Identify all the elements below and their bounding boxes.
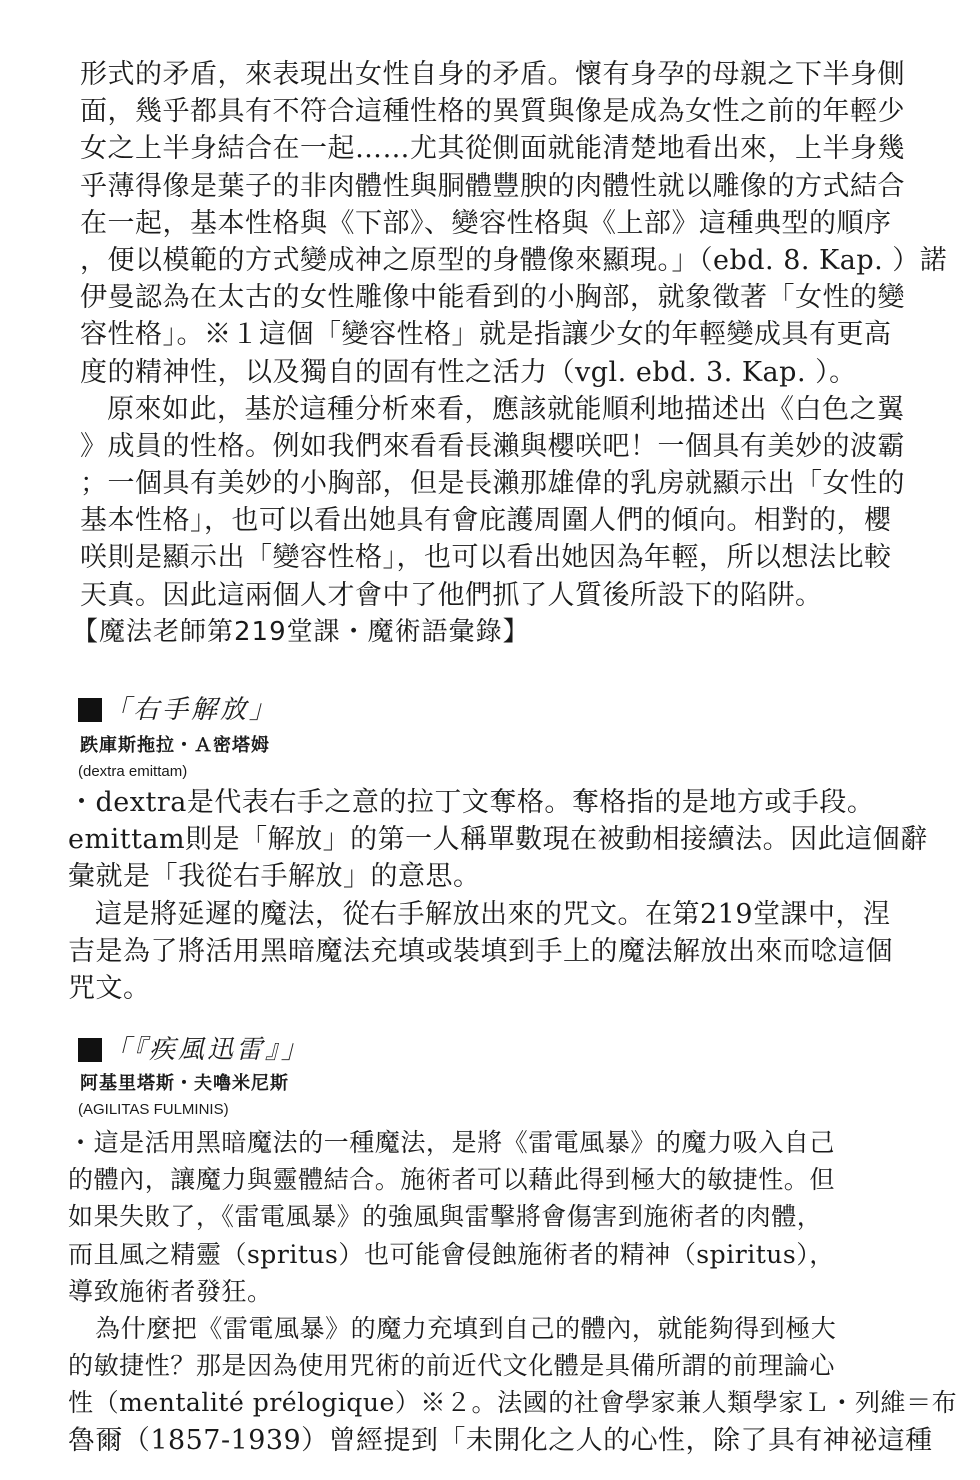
text-line: ；一個具有美妙的小胸部，但是長瀨那雄偉的乳房就顯示出「女性的	[80, 468, 905, 500]
entry-latin: (dextra emittam)	[78, 763, 188, 780]
text-line: 導致施術者發狂。	[68, 1276, 273, 1306]
entry-heading-text: 「『疾風迅雷』」	[104, 1035, 311, 1065]
text-line: 為什麼把《雷電風暴》的魔力充填到自己的體內，就能夠得到極大	[95, 1313, 837, 1343]
entry-reading: 跌庫斯拖拉・Ａ密塔姆	[80, 735, 270, 756]
entry-heading	[78, 692, 278, 728]
text-line: 面，幾乎都具有不符合這種性格的異質與像是成為女性之前的年輕少	[80, 96, 905, 128]
entry-body	[68, 1124, 957, 1459]
text-line: 咒文。	[68, 972, 151, 1004]
text-line: 吉是為了將活用黑暗魔法充填或裝填到手上的魔法解放出來而唸這個	[68, 935, 893, 967]
text-line: 這是將延遲的魔法，從右手解放出來的咒文。在第219堂課中，涅	[95, 898, 891, 930]
text-line: emittam則是「解放」的第一人稱單數現在被動相接續法。因此這個辭	[68, 824, 928, 856]
text-line: 形式的矛盾，來表現出女性自身的矛盾。懷有身孕的母親之下半身側	[80, 59, 905, 90]
text-line: 》成員的性格。例如我們來看看長瀨與櫻咲吧！一個具有美妙的波霸	[80, 430, 905, 462]
text-line: 基本性格」，也可以看出她具有會庇護周圍人們的傾向。相對的，櫻	[80, 505, 892, 537]
entry-heading	[78, 1032, 310, 1068]
text-line: 天真。因此這兩個人才會中了他們抓了人質後所設下的陷阱。	[80, 579, 823, 611]
glossary-title: 【魔法老師第219堂課・魔術語彙錄】	[72, 617, 530, 647]
text-line: 容性格」。※１這個「變容性格」就是指讓少女的年輕變成具有更高	[80, 319, 892, 351]
entry-body	[68, 784, 928, 1007]
square-bullet-icon	[78, 1038, 102, 1062]
text-line: 彙就是「我從右手解放」的意思。	[68, 861, 481, 893]
text-line: ・這是活用黑暗魔法的一種魔法，是將《雷電風暴》的魔力吸入自己	[68, 1128, 835, 1157]
text-line: 咲則是顯示出「變容性格」，也可以看出她因為年輕，所以想法比較	[80, 542, 892, 574]
text-line: 的敏捷性？那是因為使用咒術的前近代文化體是具備所謂的前理論心	[68, 1351, 835, 1381]
entry-latin: (AGILITAS FULMINIS)	[78, 1101, 229, 1118]
text-line: 乎薄得像是葉子的非肉體性與胴體豐腴的肉體性就以雕像的方式結合	[80, 170, 905, 202]
text-line: 而且風之精靈（spritus）也可能會侵蝕施術者的精神（spiritus），	[68, 1239, 835, 1269]
text-line: 女之上半身結合在一起……尤其從側面就能清楚地看出來，上半身幾	[80, 133, 905, 165]
text-line: 原來如此，基於這種分析來看，應該就能順利地描述出《白色之翼	[107, 393, 905, 425]
entry-reading: 阿基里塔斯・夫嚕米尼斯	[80, 1073, 289, 1094]
text-line: ，便以模範的方式變成神之原型的身體像來顯現。」（ebd. 8. Kap. ）諾	[80, 244, 948, 276]
entry-heading-text: 「右手解放」	[104, 695, 279, 725]
text-line: 如果失敗了，《雷電風暴》的強風與雷擊將會傷害到施術者的肉體，	[68, 1202, 823, 1232]
text-line: 伊曼認為在太古的女性雕像中能看到的小胸部，就象徵著「女性的變	[80, 282, 905, 314]
text-line: 在一起，基本性格與《下部》、變容性格與《上部》這種典型的順序	[80, 207, 892, 239]
square-bullet-icon	[78, 698, 102, 722]
text-line: ・dextra是代表右手之意的拉丁文奪格。奪格指的是地方或手段。	[68, 787, 875, 818]
intro-paragraph	[80, 56, 947, 614]
text-line: 度的精神性，以及獨自的固有性之活力（vgl. ebd. 3. Kap. ）。	[80, 356, 857, 388]
text-line: 性（mentalité prélogique）※２。法國的社會學家兼人類學家Ｌ・列維＝布	[68, 1388, 958, 1418]
text-line: 魯爾（1857-1939）曾經提到「未開化之人的心性，除了具有神祕這種	[68, 1424, 933, 1456]
text-line: 的體內，讓魔力與靈體結合。施術者可以藉此得到極大的敏捷性。但	[68, 1165, 835, 1195]
